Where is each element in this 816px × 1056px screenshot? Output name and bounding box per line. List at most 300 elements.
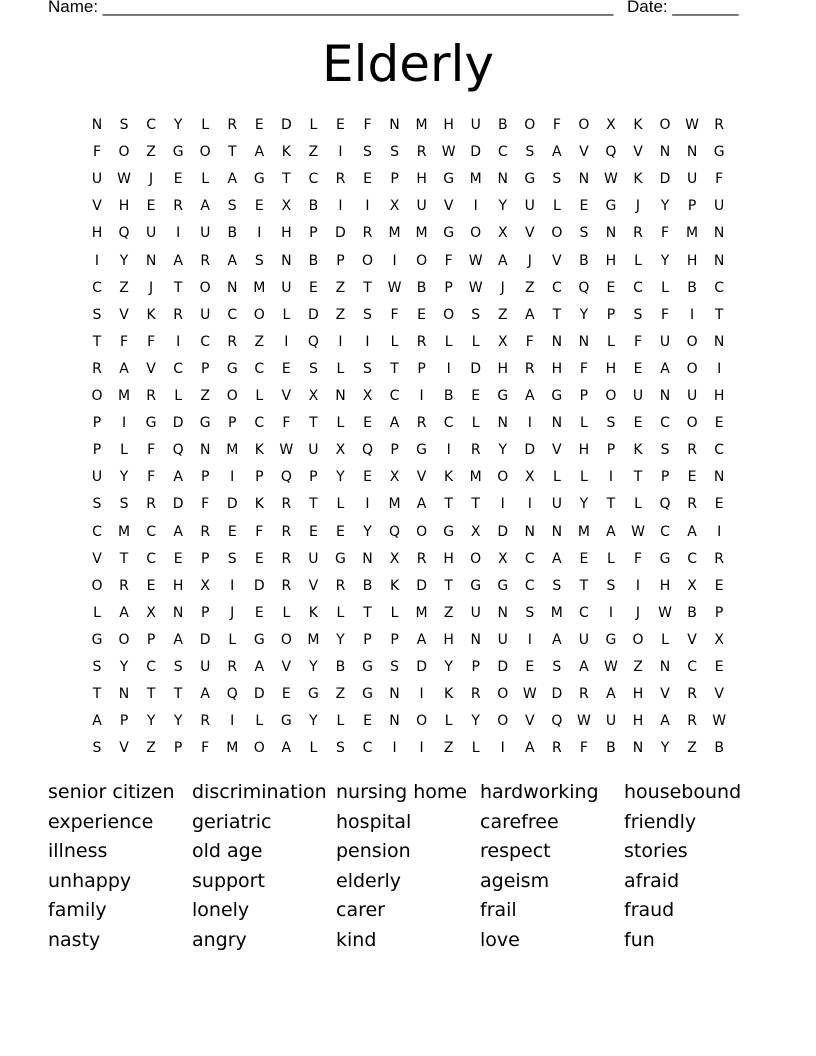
grid-letter: J: [635, 604, 641, 621]
grid-letter: Y: [119, 469, 129, 486]
grid-letter: E: [254, 604, 264, 621]
grid-letter: E: [173, 550, 183, 567]
grid-letter: U: [578, 631, 590, 648]
grid-letter: G: [172, 144, 184, 161]
word-item: hardworking: [480, 781, 599, 803]
grid-letter: E: [308, 523, 318, 540]
grid-letter: G: [470, 577, 482, 594]
grid-letter: R: [335, 171, 346, 188]
grid-letter: A: [579, 659, 589, 675]
grid-letter: C: [92, 523, 102, 540]
grid-letter: S: [633, 306, 643, 323]
grid-letter: Y: [146, 713, 156, 730]
grid-letter: F: [552, 117, 561, 133]
grid-letter: C: [443, 415, 454, 432]
grid-letter: V: [633, 144, 643, 161]
grid-letter: C: [146, 523, 156, 540]
grid-letter: A: [92, 713, 102, 730]
word-item: geriatric: [192, 810, 272, 833]
grid-letter: K: [633, 117, 643, 133]
grid-letter: M: [469, 171, 482, 188]
grid-letter: O: [361, 252, 374, 269]
grid-letter: F: [120, 333, 129, 350]
grid-letter: P: [417, 360, 426, 377]
grid-letter: P: [579, 388, 589, 404]
grid-letter: U: [145, 225, 157, 242]
word-item: fun: [624, 928, 655, 951]
grid-letter: F: [661, 306, 670, 323]
word-column: [480, 778, 624, 956]
grid-letter: C: [389, 388, 400, 404]
grid-letter: G: [497, 388, 509, 404]
grid-letter: U: [308, 550, 319, 567]
grid-letter: R: [119, 577, 129, 594]
grid-letter: I: [230, 577, 235, 594]
grid-letter: P: [309, 225, 318, 242]
grid-letter: I: [717, 523, 722, 540]
grid-letter: J: [500, 279, 505, 296]
grid-letter: H: [416, 171, 427, 188]
grid-letter: T: [390, 360, 399, 377]
word-item: nasty: [48, 928, 101, 951]
grid-letter: D: [308, 306, 319, 323]
word-item: carefree: [480, 810, 559, 833]
grid-letter: G: [145, 415, 157, 432]
grid-letter: Y: [498, 198, 508, 215]
grid-letter: L: [444, 713, 453, 730]
grid-letter: H: [659, 577, 671, 594]
grid-letter: M: [118, 388, 131, 404]
grid-letter: R: [227, 659, 238, 675]
header-line: [48, 0, 748, 19]
grid-letter: N: [713, 469, 725, 486]
grid-letter: M: [253, 279, 266, 296]
grid-letter: E: [363, 171, 372, 188]
grid-letter: O: [253, 740, 265, 757]
grid-letter: O: [416, 252, 428, 269]
grid-letter: C: [254, 360, 265, 377]
grid-letter: R: [470, 442, 481, 459]
grid-letter: N: [145, 252, 157, 269]
grid-letter: R: [524, 360, 535, 377]
grid-letter: V: [687, 631, 697, 648]
grid-letter: Z: [308, 144, 319, 161]
grid-letter: E: [254, 198, 264, 215]
grid-letter: T: [633, 469, 643, 486]
grid-letter: N: [524, 523, 536, 540]
grid-letter: W: [576, 713, 591, 730]
grid-letter: T: [92, 333, 102, 350]
grid-letter: H: [281, 225, 292, 242]
grid-letter: G: [226, 360, 238, 377]
grid-letter: R: [281, 523, 292, 540]
grid-letter: F: [444, 252, 453, 269]
date-label: Date: _______: [627, 0, 739, 16]
grid-letter: O: [470, 225, 482, 242]
grid-letter: Z: [146, 740, 156, 757]
grid-letter: V: [525, 225, 535, 242]
grid-letter: C: [687, 550, 697, 567]
grid-letter: B: [308, 198, 319, 215]
grid-letter: I: [446, 360, 451, 377]
grid-letter: W: [604, 171, 618, 188]
grid-letter: Z: [335, 279, 346, 296]
grid-letter: M: [388, 496, 401, 513]
word-column: [48, 778, 192, 956]
grid-letter: G: [199, 415, 211, 432]
grid-letter: M: [469, 469, 482, 486]
grid-letter: I: [365, 198, 370, 215]
grid-letter: H: [713, 388, 725, 404]
grid-letter: N: [578, 171, 590, 188]
grid-letter: J: [230, 604, 235, 621]
grid-letter: U: [632, 388, 644, 404]
grid-letter: S: [660, 442, 670, 459]
grid-letter: R: [200, 523, 211, 540]
grid-letter: P: [687, 198, 697, 215]
grid-letter: E: [363, 713, 372, 730]
grid-letter: U: [416, 198, 427, 215]
grid-letter: N: [497, 604, 508, 621]
word-item: stories: [624, 840, 688, 863]
grid-letter: O: [686, 415, 698, 432]
grid-letter: S: [525, 604, 535, 621]
grid-letter: Y: [119, 252, 129, 269]
page-title: Elderly: [321, 35, 495, 93]
grid-letter: Y: [579, 306, 589, 323]
grid-letter: R: [281, 496, 292, 513]
grid-letter: I: [608, 469, 613, 486]
grid-letter: T: [552, 306, 562, 323]
grid-letter: J: [635, 198, 641, 215]
grid-letter: H: [172, 577, 184, 594]
grid-letter: E: [281, 360, 291, 377]
grid-letter: P: [606, 306, 616, 323]
grid-letter: Q: [226, 686, 238, 703]
grid-letter: D: [551, 686, 563, 703]
grid-letter: E: [336, 117, 345, 133]
grid-letter: L: [309, 740, 318, 757]
grid-letter: A: [200, 686, 210, 703]
grid-letter: E: [714, 496, 724, 513]
grid-letter: U: [281, 279, 292, 296]
grid-letter: Y: [660, 740, 670, 757]
grid-letter: I: [176, 333, 181, 350]
grid-letter: F: [525, 333, 534, 350]
grid-letter: F: [579, 740, 588, 757]
grid-letter: A: [606, 523, 616, 540]
grid-letter: I: [635, 577, 641, 594]
grid-letter: C: [524, 577, 535, 594]
grid-letter: A: [552, 550, 562, 567]
grid-letter: R: [146, 496, 156, 513]
grid-letter: T: [579, 577, 589, 594]
grid-letter: L: [336, 713, 345, 730]
grid-letter: D: [416, 659, 427, 675]
grid-letter: L: [309, 117, 318, 133]
grid-letter: F: [633, 333, 643, 350]
grid-letter: A: [173, 252, 183, 269]
grid-letter: D: [280, 117, 292, 133]
grid-letter: E: [714, 577, 724, 594]
grid-letter: F: [147, 333, 156, 350]
grid-letter: N: [605, 225, 617, 242]
grid-letter: K: [308, 604, 318, 621]
grid-letter: U: [308, 442, 319, 459]
grid-letter: R: [416, 415, 427, 432]
grid-letter: G: [362, 659, 373, 675]
grid-letter: V: [660, 686, 670, 703]
grid-letter: Z: [525, 279, 535, 296]
word-item: illness: [48, 840, 108, 863]
grid-letter: S: [173, 659, 183, 675]
grid-letter: G: [443, 225, 455, 242]
word-column: [336, 778, 480, 956]
grid-letter: I: [284, 333, 289, 350]
word-item: elderly: [336, 869, 402, 892]
grid-letter: R: [714, 117, 724, 133]
grid-letter: E: [687, 469, 697, 486]
grid-letter: S: [390, 659, 399, 675]
grid-letter: U: [470, 604, 481, 621]
grid-letter: R: [173, 306, 183, 323]
grid-letter: P: [444, 279, 453, 296]
grid-letter: M: [550, 604, 563, 621]
grid-letter: R: [281, 577, 292, 594]
grid-letter: L: [471, 415, 480, 432]
grid-letter: G: [605, 198, 617, 215]
grid-letter: K: [254, 496, 264, 513]
grid-letter: Y: [309, 659, 318, 675]
grid-letter: O: [118, 631, 130, 648]
grid-letter: X: [389, 469, 400, 486]
grid-letter: U: [605, 713, 617, 730]
grid-letter: R: [362, 225, 373, 242]
grid-letter: V: [579, 144, 589, 161]
grid-letter: Q: [659, 496, 671, 513]
grid-letter: L: [390, 604, 399, 621]
grid-letter: E: [363, 415, 372, 432]
grid-letter: R: [470, 686, 481, 703]
grid-letter: T: [471, 496, 480, 513]
grid-letter: S: [390, 144, 399, 161]
grid-letter: X: [497, 225, 508, 242]
grid-letter: T: [444, 577, 453, 594]
grid-letter: M: [686, 225, 699, 242]
grid-letter: X: [335, 442, 346, 459]
grid-letter: D: [253, 577, 265, 594]
grid-letter: I: [230, 469, 235, 486]
grid-letter: I: [176, 225, 181, 242]
grid-letter: E: [579, 198, 589, 215]
grid-letter: A: [119, 604, 129, 621]
grid-letter: N: [497, 171, 508, 188]
grid-letter: W: [468, 279, 483, 296]
word-item: lonely: [192, 899, 250, 922]
grid-letter: L: [336, 604, 345, 621]
grid-letter: S: [119, 117, 129, 133]
grid-letter: C: [200, 333, 211, 350]
grid-letter: O: [416, 523, 428, 540]
grid-letter: R: [416, 333, 427, 350]
grid-letter: H: [632, 713, 644, 730]
grid-letter: R: [281, 550, 292, 567]
grid-letter: G: [551, 388, 563, 404]
grid-letter: P: [228, 415, 237, 432]
grid-letter: T: [606, 496, 616, 513]
grid-letter: G: [659, 550, 671, 567]
grid-letter: A: [200, 198, 210, 215]
grid-letter: T: [119, 550, 129, 567]
grid-letter: R: [551, 740, 562, 757]
word-column: [192, 778, 336, 956]
grid-letter: O: [199, 144, 211, 161]
grid-letter: O: [659, 117, 671, 133]
grid-letter: F: [363, 117, 372, 133]
word-item: frail: [480, 899, 517, 922]
grid-letter: I: [527, 496, 532, 513]
grid-letter: S: [92, 659, 102, 675]
grid-letter: S: [552, 577, 562, 594]
grid-letter: Y: [660, 252, 670, 269]
grid-letter: G: [280, 713, 292, 730]
grid-letter: Y: [579, 496, 589, 513]
grid-letter: U: [200, 306, 211, 323]
grid-letter: L: [634, 496, 642, 513]
grid-letter: X: [470, 523, 481, 540]
grid-letter: T: [173, 686, 183, 703]
grid-letter: S: [363, 360, 372, 377]
word-item: unhappy: [48, 869, 132, 892]
grid-letter: D: [497, 659, 509, 675]
grid-letter: N: [91, 117, 103, 133]
grid-letter: O: [226, 388, 238, 404]
grid-letter: H: [551, 360, 563, 377]
grid-letter: K: [254, 442, 264, 459]
grid-letter: Z: [335, 686, 346, 703]
grid-letter: E: [281, 686, 291, 703]
grid-letter: T: [714, 306, 724, 323]
grid-letter: X: [281, 198, 292, 215]
grid-letter: W: [522, 686, 537, 703]
grid-letter: E: [363, 469, 372, 486]
grid-letter: G: [307, 686, 319, 703]
grid-letter: T: [309, 496, 318, 513]
grid-letter: N: [713, 333, 725, 350]
grid-letter: W: [468, 252, 483, 269]
grid-letter: L: [336, 360, 345, 377]
grid-letter: H: [605, 252, 617, 269]
grid-letter: T: [92, 686, 102, 703]
grid-letter: A: [173, 631, 183, 648]
grid-letter: L: [471, 740, 480, 757]
grid-letter: V: [92, 198, 102, 215]
grid-letter: G: [443, 523, 455, 540]
grid-letter: L: [201, 171, 210, 188]
grid-letter: Y: [119, 659, 129, 675]
grid-letter: D: [497, 523, 509, 540]
grid-letter: R: [200, 252, 211, 269]
grid-letter: P: [200, 360, 210, 377]
grid-letter: I: [392, 740, 397, 757]
grid-letter: X: [389, 550, 400, 567]
grid-letter: U: [497, 631, 508, 648]
grid-letter: L: [120, 442, 128, 459]
grid-letter: N: [172, 604, 184, 621]
grid-letter: U: [524, 198, 535, 215]
grid-letter: G: [253, 171, 265, 188]
grid-letter: U: [91, 171, 103, 188]
grid-letter: Y: [471, 713, 480, 730]
grid-letter: P: [309, 469, 318, 486]
grid-letter: A: [606, 686, 616, 703]
grid-letter: P: [200, 604, 210, 621]
grid-letter: C: [551, 279, 562, 296]
grid-letter: I: [500, 740, 505, 757]
grid-letter: H: [443, 550, 454, 567]
grid-letter: Z: [119, 279, 129, 296]
grid-letter: U: [91, 469, 103, 486]
grid-letter: F: [92, 144, 102, 161]
word-item: family: [48, 899, 107, 922]
grid-letter: O: [118, 144, 130, 161]
grid-letter: X: [362, 388, 373, 404]
grid-letter: P: [714, 604, 724, 621]
grid-letter: T: [173, 279, 183, 296]
grid-letter: V: [443, 198, 454, 215]
grid-letter: G: [362, 686, 373, 703]
grid-letter: Q: [605, 144, 617, 161]
grid-letter: C: [714, 442, 725, 459]
grid-letter: S: [606, 415, 616, 432]
grid-letter: E: [606, 279, 616, 296]
grid-letter: V: [308, 577, 319, 594]
grid-letter: P: [255, 469, 264, 486]
grid-letter: E: [227, 523, 237, 540]
grid-letter: K: [633, 171, 643, 188]
grid-letter: P: [336, 252, 345, 269]
grid-letter: M: [226, 740, 239, 757]
grid-letter: S: [92, 306, 102, 323]
grid-letter: G: [91, 631, 103, 648]
grid-letter: A: [552, 144, 562, 161]
grid-letter: C: [173, 360, 184, 377]
grid-letter: R: [687, 496, 697, 513]
word-item: nursing home: [336, 781, 468, 803]
grid-letter: S: [254, 252, 264, 269]
grid-letter: W: [387, 279, 402, 296]
grid-letter: S: [227, 550, 237, 567]
grid-letter: A: [227, 171, 238, 188]
grid-letter: H: [443, 117, 454, 133]
grid-letter: W: [631, 523, 645, 540]
grid-letter: V: [416, 469, 427, 486]
grid-letter: B: [714, 740, 724, 757]
word-item: kind: [336, 928, 377, 951]
grid-letter: A: [525, 388, 535, 404]
grid-letter: H: [632, 686, 644, 703]
grid-letter: Q: [280, 469, 292, 486]
grid-letter: R: [687, 686, 697, 703]
grid-letter: L: [661, 279, 669, 296]
grid-letter: S: [308, 360, 318, 377]
grid-letter: B: [227, 225, 238, 242]
grid-letter: O: [551, 225, 563, 242]
grid-letter: N: [118, 686, 130, 703]
grid-letter: Z: [633, 659, 643, 675]
grid-letter: C: [660, 415, 670, 432]
grid-letter: B: [687, 604, 697, 621]
